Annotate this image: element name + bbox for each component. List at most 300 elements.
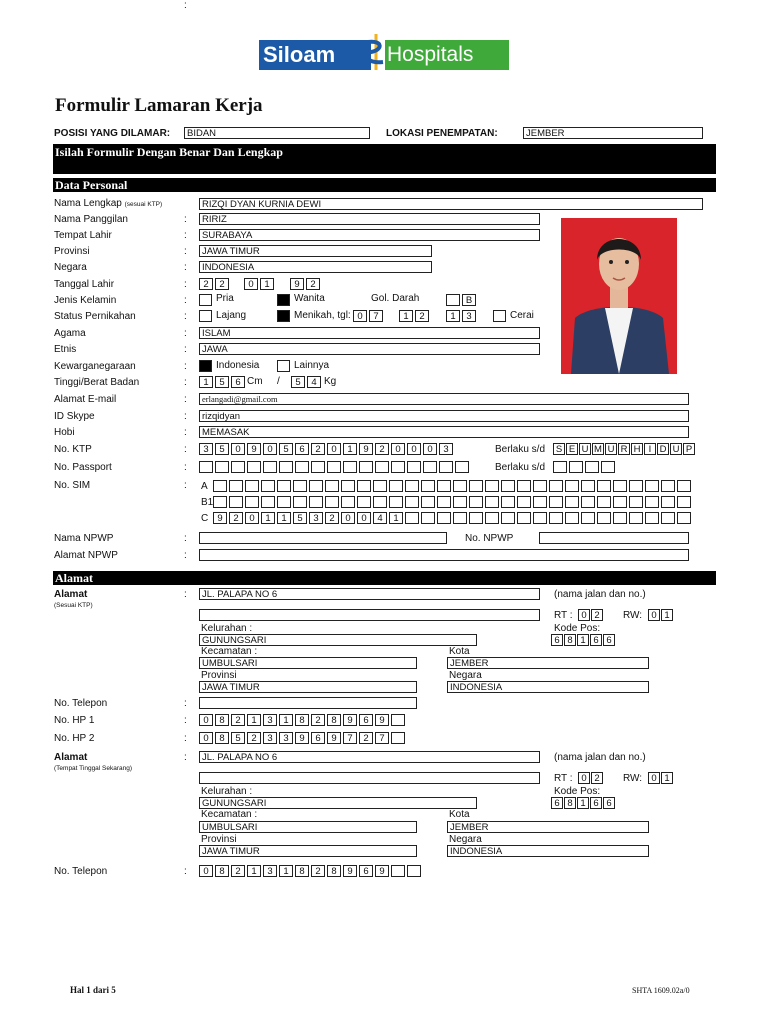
digit-cell: 7 <box>375 732 389 744</box>
digit-cell <box>581 480 595 492</box>
digit-cell: 0 <box>648 609 660 621</box>
digit-cell: 7 <box>343 732 357 744</box>
digit-cell <box>533 496 547 508</box>
digit-cell: 9 <box>213 512 227 524</box>
digit-cell: 7 <box>369 310 383 322</box>
colon: : <box>184 533 187 544</box>
telepon-field[interactable] <box>199 697 417 709</box>
kelurahan-tinggal-field[interactable]: GUNUNGSARI <box>199 797 477 809</box>
page-number: Hal 1 dari 5 <box>70 985 116 995</box>
digit-cell: 4 <box>373 512 387 524</box>
digit-cell: 1 <box>199 376 213 388</box>
kelurahan-field[interactable]: GUNUNGSARI <box>199 634 477 646</box>
skype-field[interactable]: rizqidyan <box>199 410 689 422</box>
digit-cell: 1 <box>446 310 460 322</box>
jalan-tinggal-field-2[interactable] <box>199 772 540 784</box>
posisi-field[interactable]: BIDAN <box>184 127 370 139</box>
alamat-ktp-label: Alamat <box>54 589 88 600</box>
digit-cell <box>311 461 325 473</box>
kecamatan-field[interactable]: UMBULSARI <box>199 657 417 669</box>
digit-cell: 0 <box>391 443 405 455</box>
digit-cell: 2 <box>215 278 229 290</box>
digit-cell <box>389 496 403 508</box>
digit-cell <box>581 512 595 524</box>
passport-berlaku-label: Berlaku s/d <box>495 462 546 473</box>
kota-label: Kota <box>449 646 470 657</box>
kecamatan-tinggal-label: Kecamatan : <box>201 809 258 820</box>
rt-tinggal-cells[interactable] <box>578 772 604 784</box>
digit-cell: 3 <box>462 310 476 322</box>
passport-label: No. Passport <box>54 462 112 473</box>
lokasi-label: LOKASI PENEMPATAN: <box>386 128 498 139</box>
digit-cell: 0 <box>341 512 355 524</box>
pria-checkbox[interactable] <box>199 294 212 306</box>
nama-lengkap-field[interactable]: RIZQI DYAN KURNIA DEWI <box>199 198 703 210</box>
colon: : <box>184 279 187 290</box>
digit-cell: 9 <box>290 278 304 290</box>
alamat-negara-label: Negara <box>449 670 482 681</box>
digit-cell <box>533 512 547 524</box>
sim-b1-cells[interactable] <box>213 496 693 508</box>
sim-c-label: C <box>201 513 209 524</box>
kota-tinggal-field[interactable]: JEMBER <box>447 821 649 833</box>
provinsi-label: Provinsi <box>54 246 90 257</box>
pria-label: Pria <box>216 293 234 304</box>
rt-label: RT : <box>554 610 573 621</box>
digit-cell <box>405 480 419 492</box>
hp1-cells[interactable] <box>199 714 407 726</box>
digit-cell <box>375 461 389 473</box>
digit-cell: 6 <box>295 443 309 455</box>
digit-cell: 2 <box>591 772 603 784</box>
colon: : <box>184 427 187 438</box>
digit-cell <box>553 461 567 473</box>
nama-panggilan-field[interactable]: RIRIZ <box>199 213 540 225</box>
jalan-field[interactable]: JL. PALAPA NO 6 <box>199 588 540 600</box>
provinsi-field[interactable]: JAWA TIMUR <box>199 245 432 257</box>
form-title: Formulir Lamaran Kerja <box>55 95 263 116</box>
digit-cell <box>293 496 307 508</box>
npwp-no-field[interactable] <box>539 532 689 544</box>
digit-cell <box>629 496 643 508</box>
email-label: Alamat E-mail <box>54 394 117 405</box>
instruction-text: Isilah Formulir Dengan Benar Dan Lengkap <box>55 145 283 159</box>
hp2-label: No. HP 2 <box>54 733 95 744</box>
npwp-no-label: No. NPWP <box>465 533 514 544</box>
indonesia-label: Indonesia <box>216 360 260 371</box>
digit-cell <box>261 496 275 508</box>
cerai-label: Cerai <box>510 310 534 321</box>
digit-cell: 6 <box>551 634 563 646</box>
digit-cell: 0 <box>578 772 590 784</box>
colon: : <box>184 328 187 339</box>
digit-cell <box>629 480 643 492</box>
digit-cell: 8 <box>215 865 229 877</box>
digit-cell: 3 <box>309 512 323 524</box>
digit-cell: 3 <box>263 714 277 726</box>
digit-cell: 0 <box>578 609 590 621</box>
digit-cell: 6 <box>590 634 602 646</box>
applicant-photo <box>561 218 677 374</box>
digit-cell <box>437 512 451 524</box>
gol-darah-value: B <box>462 294 476 306</box>
colon: : <box>184 411 187 422</box>
digit-cell: 2 <box>359 732 373 744</box>
digit-cell <box>645 496 659 508</box>
digit-cell: 0 <box>244 278 258 290</box>
digit-cell <box>421 496 435 508</box>
rt-cells[interactable] <box>578 609 604 621</box>
digit-cell: 5 <box>215 376 229 388</box>
lajang-checkbox[interactable] <box>199 310 212 322</box>
etnis-field[interactable]: JAWA <box>199 343 540 355</box>
section-title: Alamat <box>55 571 93 585</box>
jalan-tinggal-field[interactable]: JL. PALAPA NO 6 <box>199 751 540 763</box>
digit-cell <box>677 512 691 524</box>
alamat-negara-field[interactable]: INDONESIA <box>447 681 649 693</box>
kewarganegaraan-label: Kewarganegaraan <box>54 361 136 372</box>
digit-cell <box>455 461 469 473</box>
ktp-label: No. KTP <box>54 444 92 455</box>
hobi-label: Hobi <box>54 427 75 438</box>
agama-field[interactable]: ISLAM <box>199 327 540 339</box>
digit-cell <box>453 480 467 492</box>
npwp-alamat-label: Alamat NPWP <box>54 550 118 561</box>
wanita-checkbox[interactable] <box>277 294 290 306</box>
skype-label: ID Skype <box>54 411 95 422</box>
digit-cell <box>213 496 227 508</box>
digit-cell: 8 <box>295 714 309 726</box>
jalan-field-2[interactable] <box>199 609 540 621</box>
negara-tinggal-label: Negara <box>449 834 482 845</box>
gol-darah-cells[interactable] <box>446 294 478 306</box>
ktp-cells[interactable] <box>199 443 455 455</box>
alamat-tinggal-label: Alamat <box>54 752 88 763</box>
digit-cell <box>391 865 405 877</box>
negara-label: Negara <box>54 262 87 273</box>
tgl-day-cells[interactable] <box>199 278 231 290</box>
rw-label: RW: <box>623 610 643 621</box>
digit-cell: 0 <box>353 310 367 322</box>
digit-cell: 0 <box>327 443 341 455</box>
digit-cell: 9 <box>327 732 341 744</box>
digit-cell: 6 <box>590 797 602 809</box>
digit-cell <box>501 480 515 492</box>
kodepos-cells[interactable] <box>551 634 616 646</box>
digit-cell: H <box>631 443 643 455</box>
logo-left-text: Siloam <box>263 42 336 67</box>
digit-cell: 2 <box>306 278 320 290</box>
menikah-month-cells[interactable] <box>399 310 431 322</box>
passport-berlaku-cells[interactable] <box>553 461 617 473</box>
digit-cell <box>295 461 309 473</box>
digit-cell <box>213 480 227 492</box>
npwp-alamat-field[interactable] <box>199 549 689 561</box>
digit-cell: 2 <box>311 865 325 877</box>
digit-cell: 0 <box>199 865 213 877</box>
digit-cell <box>549 480 563 492</box>
hp2-cells[interactable] <box>199 732 407 744</box>
digit-cell: 8 <box>327 865 341 877</box>
digit-cell: 3 <box>439 443 453 455</box>
digit-cell: 6 <box>359 865 373 877</box>
digit-cell: 0 <box>245 512 259 524</box>
jalan-tinggal-note: (nama jalan dan no.) <box>554 752 646 763</box>
digit-cell: S <box>553 443 565 455</box>
digit-cell <box>439 461 453 473</box>
digit-cell <box>325 496 339 508</box>
digit-cell: 3 <box>263 732 277 744</box>
digit-cell: 2 <box>199 278 213 290</box>
digit-cell: 2 <box>311 443 325 455</box>
digit-cell: 5 <box>291 376 305 388</box>
digit-cell: 1 <box>277 512 291 524</box>
rw-tinggal-cells[interactable] <box>648 772 674 784</box>
digit-cell <box>629 512 643 524</box>
digit-cell: 9 <box>343 865 357 877</box>
colon: : <box>184 480 187 491</box>
digit-cell <box>341 480 355 492</box>
digit-cell: 1 <box>260 278 274 290</box>
digit-cell: 0 <box>199 732 213 744</box>
menikah-checkbox[interactable] <box>277 310 290 322</box>
lajang-label: Lajang <box>216 310 247 321</box>
digit-cell <box>373 480 387 492</box>
posisi-label: POSISI YANG DILAMAR: <box>54 128 171 139</box>
digit-cell: 1 <box>279 865 293 877</box>
telepon-tinggal-cells[interactable] <box>199 865 423 877</box>
tinggi-label: Tinggi/Berat Badan <box>54 377 140 388</box>
etnis-label: Etnis <box>54 344 77 355</box>
digit-cell: 2 <box>231 714 245 726</box>
tgl-month-cells[interactable] <box>244 278 276 290</box>
berat-cells[interactable] <box>291 376 323 388</box>
provinsi-tinggal-label: Provinsi <box>201 834 237 845</box>
digit-cell: 5 <box>293 512 307 524</box>
kelurahan-tinggal-label: Kelurahan : <box>201 786 253 797</box>
digit-cell: 6 <box>603 797 615 809</box>
instruction-bar <box>53 144 716 174</box>
digit-cell <box>565 480 579 492</box>
digit-cell <box>517 512 531 524</box>
kecamatan-tinggal-field[interactable]: UMBULSARI <box>199 821 417 833</box>
digit-cell: 8 <box>215 714 229 726</box>
digit-cell <box>263 461 277 473</box>
digit-cell <box>533 480 547 492</box>
sim-a-cells[interactable] <box>213 480 693 492</box>
cerai-checkbox[interactable] <box>493 310 506 322</box>
digit-cell <box>309 480 323 492</box>
npwp-nama-label: Nama NPWP <box>54 533 114 544</box>
kodepos-tinggal-cells[interactable] <box>551 797 616 809</box>
digit-cell <box>581 496 595 508</box>
menikah-year-cells[interactable] <box>446 310 478 322</box>
negara-field[interactable]: INDONESIA <box>199 261 432 273</box>
digit-cell <box>677 496 691 508</box>
kodepos-tinggal-label: Kode Pos: <box>554 786 601 797</box>
wanita-label: Wanita <box>294 293 325 304</box>
colon: : <box>184 344 187 355</box>
colon: : <box>184 444 187 455</box>
digit-cell: 8 <box>295 865 309 877</box>
digit-cell <box>407 865 421 877</box>
negara-tinggal-field[interactable]: INDONESIA <box>447 845 649 857</box>
kg-label: Kg <box>324 376 337 387</box>
digit-cell: 3 <box>199 443 213 455</box>
digit-cell <box>485 496 499 508</box>
lokasi-field[interactable]: JEMBER <box>523 127 703 139</box>
digit-cell: 9 <box>375 865 389 877</box>
colon: : <box>184 550 187 561</box>
digit-cell <box>549 512 563 524</box>
digit-cell <box>343 461 357 473</box>
digit-cell <box>501 496 515 508</box>
digit-cell <box>661 512 675 524</box>
sim-c-cells[interactable] <box>213 512 693 524</box>
colon: : <box>184 733 187 744</box>
digit-cell: 0 <box>407 443 421 455</box>
digit-cell <box>645 480 659 492</box>
digit-cell: 2 <box>325 512 339 524</box>
alamat-ktp-note: (Sesuai KTP) <box>54 602 93 609</box>
kelurahan-label: Kelurahan : <box>201 623 253 634</box>
digit-cell <box>229 480 243 492</box>
rw-tinggal-label: RW: <box>623 773 643 784</box>
digit-cell <box>613 512 627 524</box>
digit-cell: 5 <box>279 443 293 455</box>
digit-cell <box>597 512 611 524</box>
digit-cell: 2 <box>591 609 603 621</box>
digit-cell: 2 <box>311 714 325 726</box>
colon: : <box>184 0 187 11</box>
digit-cell <box>485 480 499 492</box>
colon: : <box>184 361 187 372</box>
alamat-provinsi-label: Provinsi <box>201 670 237 681</box>
digit-cell: 2 <box>415 310 429 322</box>
digit-cell <box>501 512 515 524</box>
indonesia-checkbox[interactable] <box>199 360 212 372</box>
digit-cell <box>341 496 355 508</box>
agama-label: Agama <box>54 328 86 339</box>
telepon-label: No. Telepon <box>54 698 108 709</box>
digit-cell: 0 <box>199 714 213 726</box>
colon: : <box>184 295 187 306</box>
siloam-logo <box>259 40 509 70</box>
jenis-kelamin-label: Jenis Kelamin <box>54 295 117 306</box>
section-title: Data Personal <box>55 178 128 192</box>
digit-cell: 1 <box>247 714 261 726</box>
email-field[interactable]: erlangadi@gmail.com <box>199 393 689 405</box>
digit-cell: R <box>618 443 630 455</box>
digit-cell <box>453 512 467 524</box>
kodepos-label: Kode Pos: <box>554 623 601 634</box>
lainnya-checkbox[interactable] <box>277 360 290 372</box>
digit-cell: 6 <box>359 714 373 726</box>
cm-label: Cm <box>247 376 263 387</box>
passport-cells[interactable] <box>199 461 471 473</box>
digit-cell <box>373 496 387 508</box>
digit-cell <box>661 496 675 508</box>
colon: : <box>184 377 187 388</box>
digit-cell <box>421 512 435 524</box>
digit-cell: 0 <box>263 443 277 455</box>
digit-cell <box>359 461 373 473</box>
alamat-provinsi-field[interactable]: JAWA TIMUR <box>199 681 417 693</box>
digit-cell: 0 <box>648 772 660 784</box>
digit-cell: 1 <box>577 797 589 809</box>
section-alamat <box>53 571 716 585</box>
digit-cell <box>391 461 405 473</box>
colon: : <box>184 715 187 726</box>
digit-cell: 9 <box>343 714 357 726</box>
tempat-lahir-field[interactable]: SURABAYA <box>199 229 540 241</box>
digit-cell <box>245 480 259 492</box>
digit-cell: 1 <box>343 443 357 455</box>
digit-cell: 8 <box>564 634 576 646</box>
npwp-nama-field[interactable] <box>199 532 447 544</box>
digit-cell <box>549 496 563 508</box>
tempat-lahir-label: Tempat Lahir <box>54 230 112 241</box>
digit-cell: 9 <box>295 732 309 744</box>
digit-cell <box>245 496 259 508</box>
nama-panggilan-label: Nama Panggilan <box>54 214 128 225</box>
digit-cell <box>199 461 213 473</box>
kota-field[interactable]: JEMBER <box>447 657 649 669</box>
digit-cell <box>613 480 627 492</box>
colon: : <box>184 866 187 877</box>
ktp-berlaku-label: Berlaku s/d <box>495 444 546 455</box>
digit-cell: 9 <box>375 714 389 726</box>
digit-cell <box>391 714 405 726</box>
digit-cell <box>661 480 675 492</box>
alamat-tinggal-note: (Tempat Tinggal Sekarang) <box>54 765 133 772</box>
digit-cell <box>421 480 435 492</box>
tinggi-cells[interactable] <box>199 376 247 388</box>
digit-cell <box>389 480 403 492</box>
digit-cell <box>453 496 467 508</box>
digit-cell <box>247 461 261 473</box>
digit-cell <box>293 480 307 492</box>
menikah-label: Menikah, tgl: <box>294 310 351 321</box>
rw-cells[interactable] <box>648 609 674 621</box>
digit-cell <box>391 732 405 744</box>
digit-cell: 1 <box>261 512 275 524</box>
digit-cell: E <box>566 443 578 455</box>
kecamatan-label: Kecamatan : <box>201 646 258 657</box>
digit-cell: 8 <box>215 732 229 744</box>
digit-cell: M <box>592 443 604 455</box>
ktp-berlaku-cells[interactable] <box>553 443 696 455</box>
provinsi-tinggal-field[interactable]: JAWA TIMUR <box>199 845 417 857</box>
colon: : <box>184 394 187 405</box>
menikah-day-cells[interactable] <box>353 310 385 322</box>
colon: : <box>184 311 187 322</box>
digit-cell <box>437 480 451 492</box>
digit-cell <box>279 461 293 473</box>
digit-cell <box>469 512 483 524</box>
digit-cell <box>407 461 421 473</box>
digit-cell: 1 <box>279 714 293 726</box>
telepon-tinggal-label: No. Telepon <box>54 866 108 877</box>
section-data-personal <box>53 178 716 192</box>
hp1-label: No. HP 1 <box>54 715 95 726</box>
nama-lengkap-label: Nama Lengkap (sesuai KTP) <box>54 198 163 209</box>
tgl-year-cells[interactable] <box>290 278 322 290</box>
digit-cell: 6 <box>311 732 325 744</box>
hobi-field[interactable]: MEMASAK <box>199 426 689 438</box>
colon: : <box>184 246 187 257</box>
digit-cell: 1 <box>661 609 673 621</box>
